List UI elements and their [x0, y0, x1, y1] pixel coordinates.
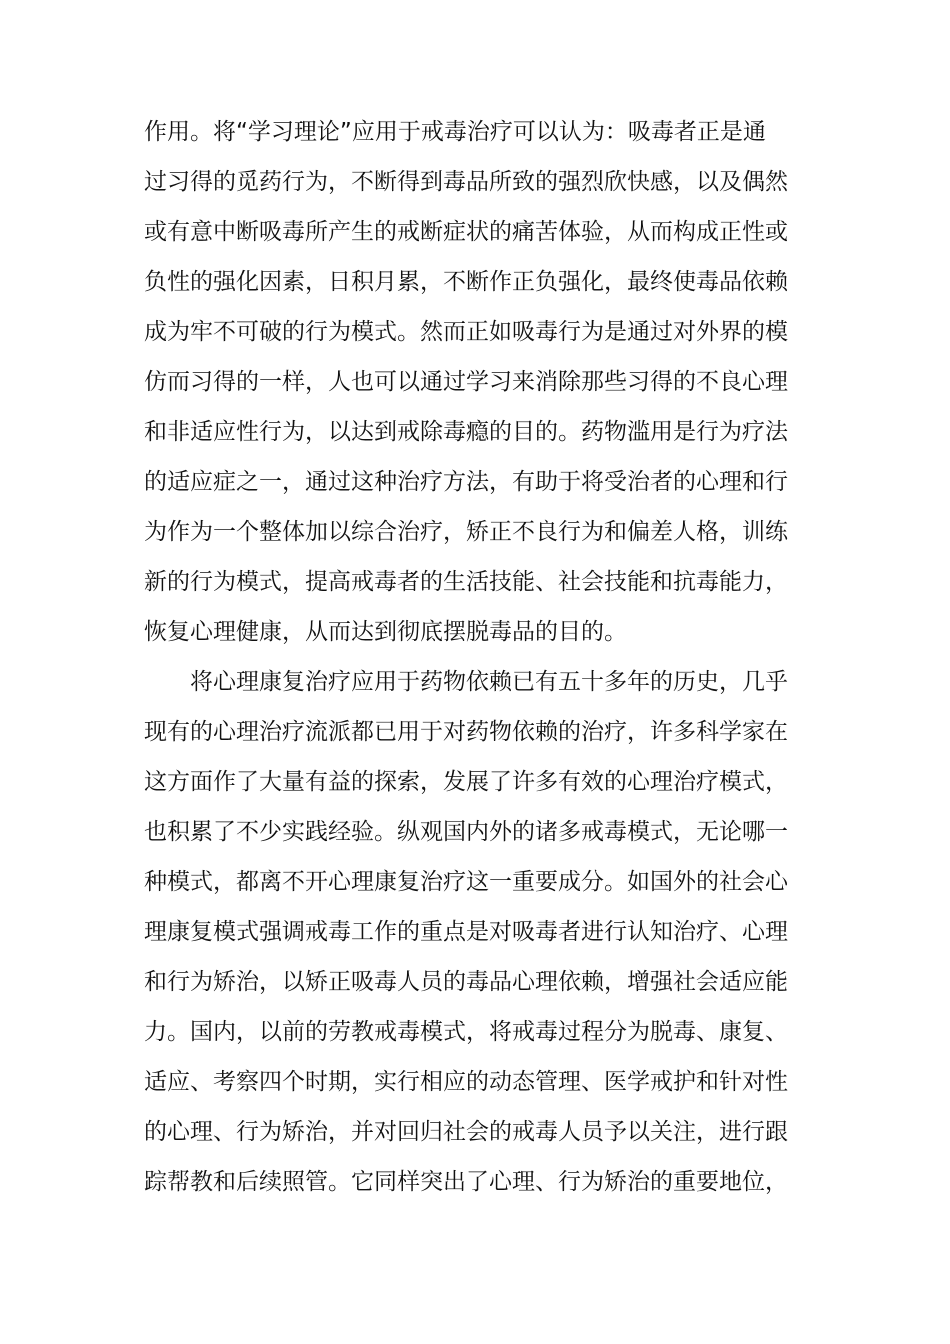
text-line: 踪帮教和后续照管。它同样突出了心理、行为矫治的重要地位，	[144, 1169, 788, 1195]
text-line: 适应、考察四个时期，实行相应的动态管理、医学戒护和针对性	[144, 1069, 788, 1095]
text-line: 种模式，都离不开心理康复治疗这一重要成分。如国外的社会心	[144, 869, 788, 895]
text-line: 为作为一个整体加以综合治疗，矫正不良行为和偏差人格，训练	[144, 519, 788, 545]
text-line: 这方面作了大量有益的探索，发展了许多有效的心理治疗模式，	[144, 769, 788, 795]
text-line: 过习得的觅药行为，不断得到毒品所致的强烈欣快感，以及偶然	[144, 169, 788, 195]
text-line: 新的行为模式，提高戒毒者的生活技能、社会技能和抗毒能力，	[144, 569, 788, 595]
text-line: 和行为矫治，以矫正吸毒人员的毒品心理依赖，增强社会适应能	[144, 969, 788, 995]
paragraph-start-line: 将心理康复治疗应用于药物依赖已有五十多年的历史，几乎	[190, 669, 788, 695]
text-line: 的适应症之一，通过这种治疗方法，有助于将受治者的心理和行	[144, 469, 788, 495]
text-line: 现有的心理治疗流派都已用于对药物依赖的治疗，许多科学家在	[144, 719, 788, 745]
text-line: 和非适应性行为，以达到戒除毒瘾的目的。药物滥用是行为疗法	[144, 419, 788, 445]
text-line: 成为牢不可破的行为模式。然而正如吸毒行为是通过对外界的模	[144, 319, 788, 345]
text-line: 仿而习得的一样，人也可以通过学习来消除那些习得的不良心理	[144, 369, 788, 395]
text-line: 作用。将“学习理论”应用于戒毒治疗可以认为：吸毒者正是通	[144, 119, 766, 145]
text-line: 的心理、行为矫治，并对回归社会的戒毒人员予以关注，进行跟	[144, 1119, 788, 1145]
text-line: 也积累了不少实践经验。纵观国内外的诸多戒毒模式，无论哪一	[144, 819, 788, 845]
text-line: 或有意中断吸毒所产生的戒断症状的痛苦体验，从而构成正性或	[144, 219, 788, 245]
text-line: 恢复心理健康，从而达到彻底摆脱毒品的目的。	[144, 619, 627, 645]
text-line: 理康复模式强调戒毒工作的重点是对吸毒者进行认知治疗、心理	[144, 919, 788, 945]
text-line: 负性的强化因素，日积月累，不断作正负强化，最终使毒品依赖	[144, 269, 788, 295]
body-text	[144, 107, 808, 1207]
text-line: 力。国内，以前的劳教戒毒模式，将戒毒过程分为脱毒、康复、	[144, 1019, 788, 1045]
